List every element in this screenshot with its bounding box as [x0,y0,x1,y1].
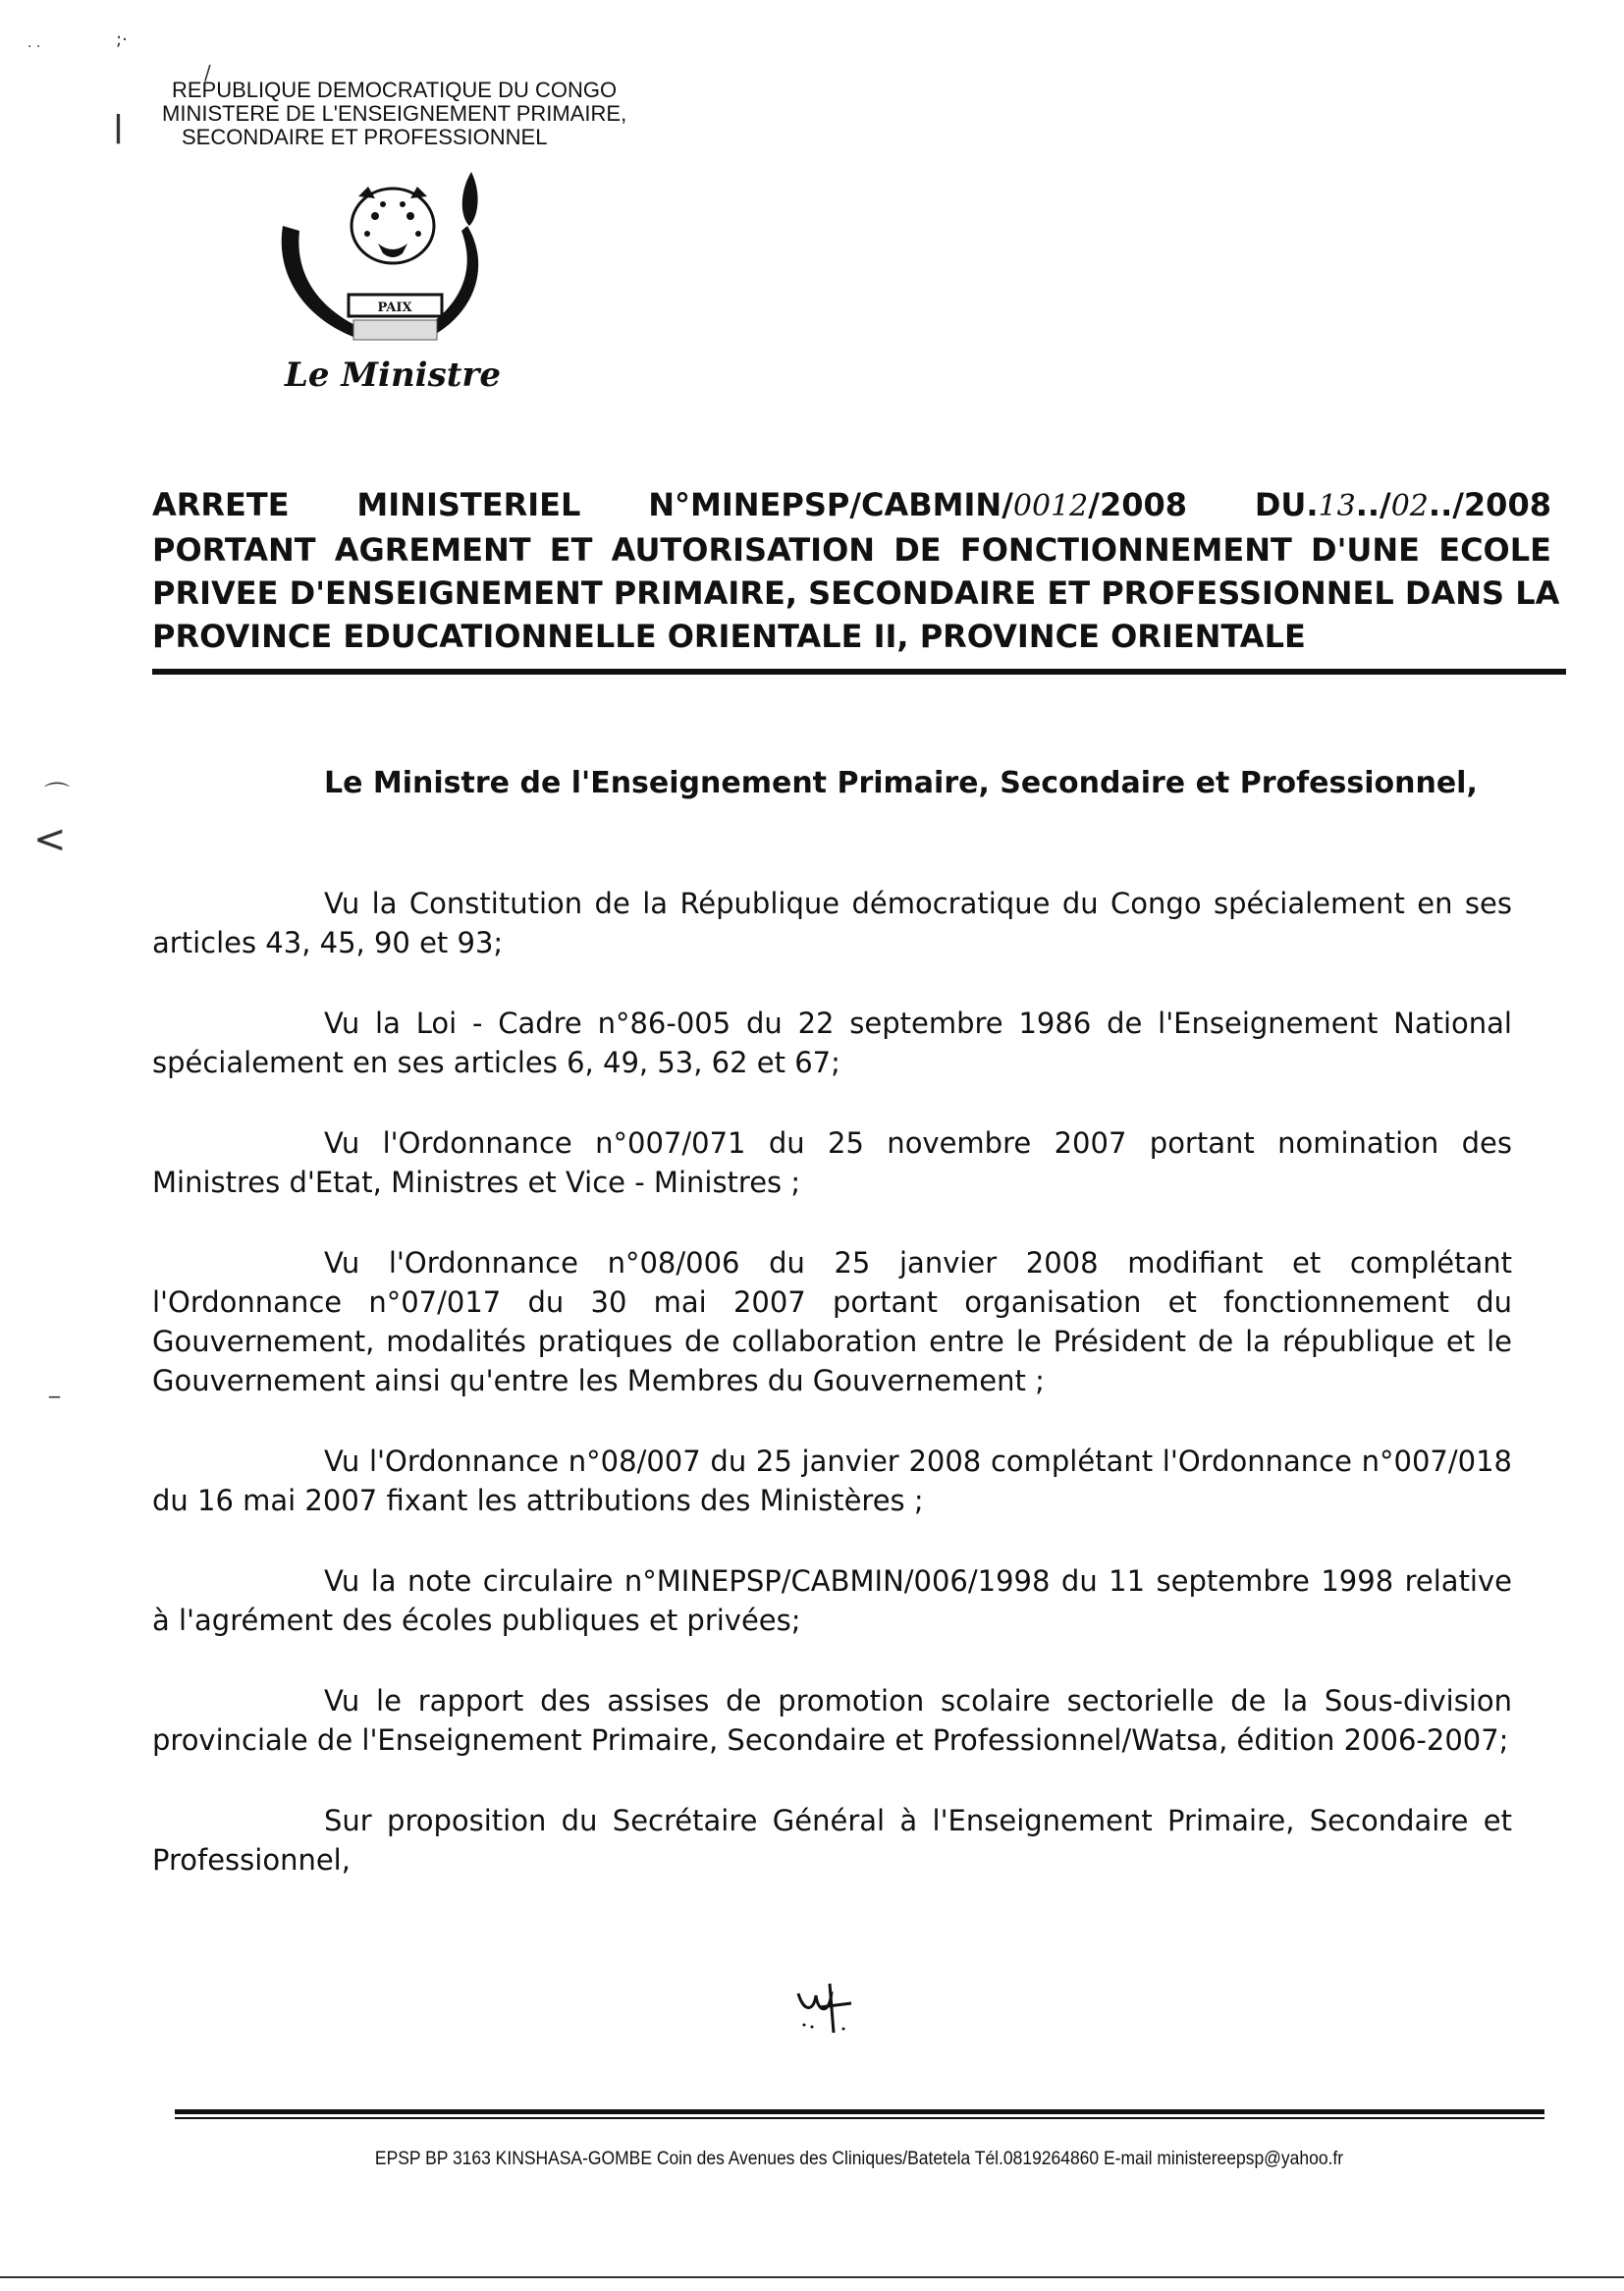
footer-divider [175,2109,1544,2114]
decree-word: ARRETE [152,486,290,523]
ministry-name: MINISTERE DE L'ENSEIGNEMENT PRIMAIRE, [162,101,627,126]
emblem-motto: PAIX [377,300,412,315]
preamble-paragraph: Vu la note circulaire n°MINEPSP/CABMIN/006/1998 du 11 septembre 1998 relative à l'agrément des écoles publiques et privées; [152,1564,1512,1637]
footer-contact: EPSP BP 3163 KINSHASA-GOMBE Coin des Avenues des Cliniques/Batetela Tél.0819264860 E-mail ministereepsp@yahoo.fr [374,2149,1344,2169]
handwritten-number: 0012 [1012,489,1089,523]
preamble-paragraph: Vu la Loi - Cadre n°86-005 du 22 septembre 1986 de l'Enseignement National spécialement en ses articles 6, 49, 53, 62 et 67; [152,1007,1512,1079]
minister-heading: Le Ministre de l'Enseignement Primaire, Secondaire et Professionnel, [324,766,1478,800]
preamble [152,884,1512,1921]
ministerial-word: MINISTERIEL [356,486,581,523]
decree-number-line [152,483,1551,528]
title-divider [152,669,1566,675]
preamble-paragraph: Sur proposition du Secrétaire Général à l'Enseignement Primaire, Secondaire et Professionnel, [152,1804,1512,1877]
preamble-paragraph: Vu l'Ordonnance n°08/006 du 25 janvier 2008 modifiant et complétant l'Ordonnance n°07/017 du 30 mai 2007 portant organisation et fonctionnement du Gouvernement, modalités pratiques de collaboration entre le Président de la république et le Gouvernement ainsi qu'entre les Membres du Gouvernement ; [152,1246,1512,1397]
decree-subject-line: PROVINCE EDUCATIONNELLE ORIENTALE II, PROVINCE ORIENTALE [152,618,1306,655]
decree-subject-line: PRIVEE D'ENSEIGNEMENT PRIMAIRE, SECONDAIRE ET PROFESSIONNEL DANS LA [152,574,1560,612]
preamble-paragraph: Vu l'Ordonnance n°007/071 du 25 novembre 2007 portant nomination des Ministres d'Etat, Ministres et Vice - Ministres ; [152,1126,1512,1199]
preamble-paragraph: Vu le rapport des assises de promotion scolaire sectorielle de la Sous-division provinciale de l'Enseignement Primaire, Secondaire et Professionnel/Watsa, édition 2006-2007; [152,1684,1512,1757]
margin-mark: ‾ [49,1394,60,1419]
page-edge [0,2276,1624,2278]
handwritten-initials [790,1974,869,2043]
scan-mark: ;· [116,29,128,50]
scan-mark: / [204,61,211,84]
scan-mark: · · [27,39,41,55]
handwritten-day: 13 [1318,489,1356,523]
decree-ref: N°MINEPSP/CABMIN/0012/2008 [648,486,1187,523]
handwritten-month: 02 [1390,489,1429,523]
ministry-name-cont: SECONDAIRE ET PROFESSIONNEL [182,125,548,149]
preamble-paragraph: Vu la Constitution de la République démocratique du Congo spécialement en ses articles 43, 45, 90 et 93; [152,887,1512,959]
decree-title [152,483,1560,658]
country-name: REPUBLIQUE DEMOCRATIQUE DU CONGO [172,78,618,102]
margin-mark: < [33,817,67,862]
decree-subject-line: PORTANT AGREMENT ET AUTORISATION DE FONCTIONNEMENT D'UNE ECOLE [152,531,1551,569]
preamble-paragraph: Vu l'Ordonnance n°08/007 du 25 janvier 2008 complétant l'Ordonnance n°007/018 du 16 mai 2007 fixant les attributions des Ministères ; [152,1445,1512,1517]
decree-date: DU.13../02../2008 [1254,486,1551,523]
scan-mark: | [113,110,124,144]
coat-of-arms-emblem [265,157,525,354]
footer-divider [175,2117,1544,2119]
signatory-title: Le Ministre [285,355,501,395]
margin-mark: ⌒ [44,782,71,811]
letterhead [162,79,712,149]
